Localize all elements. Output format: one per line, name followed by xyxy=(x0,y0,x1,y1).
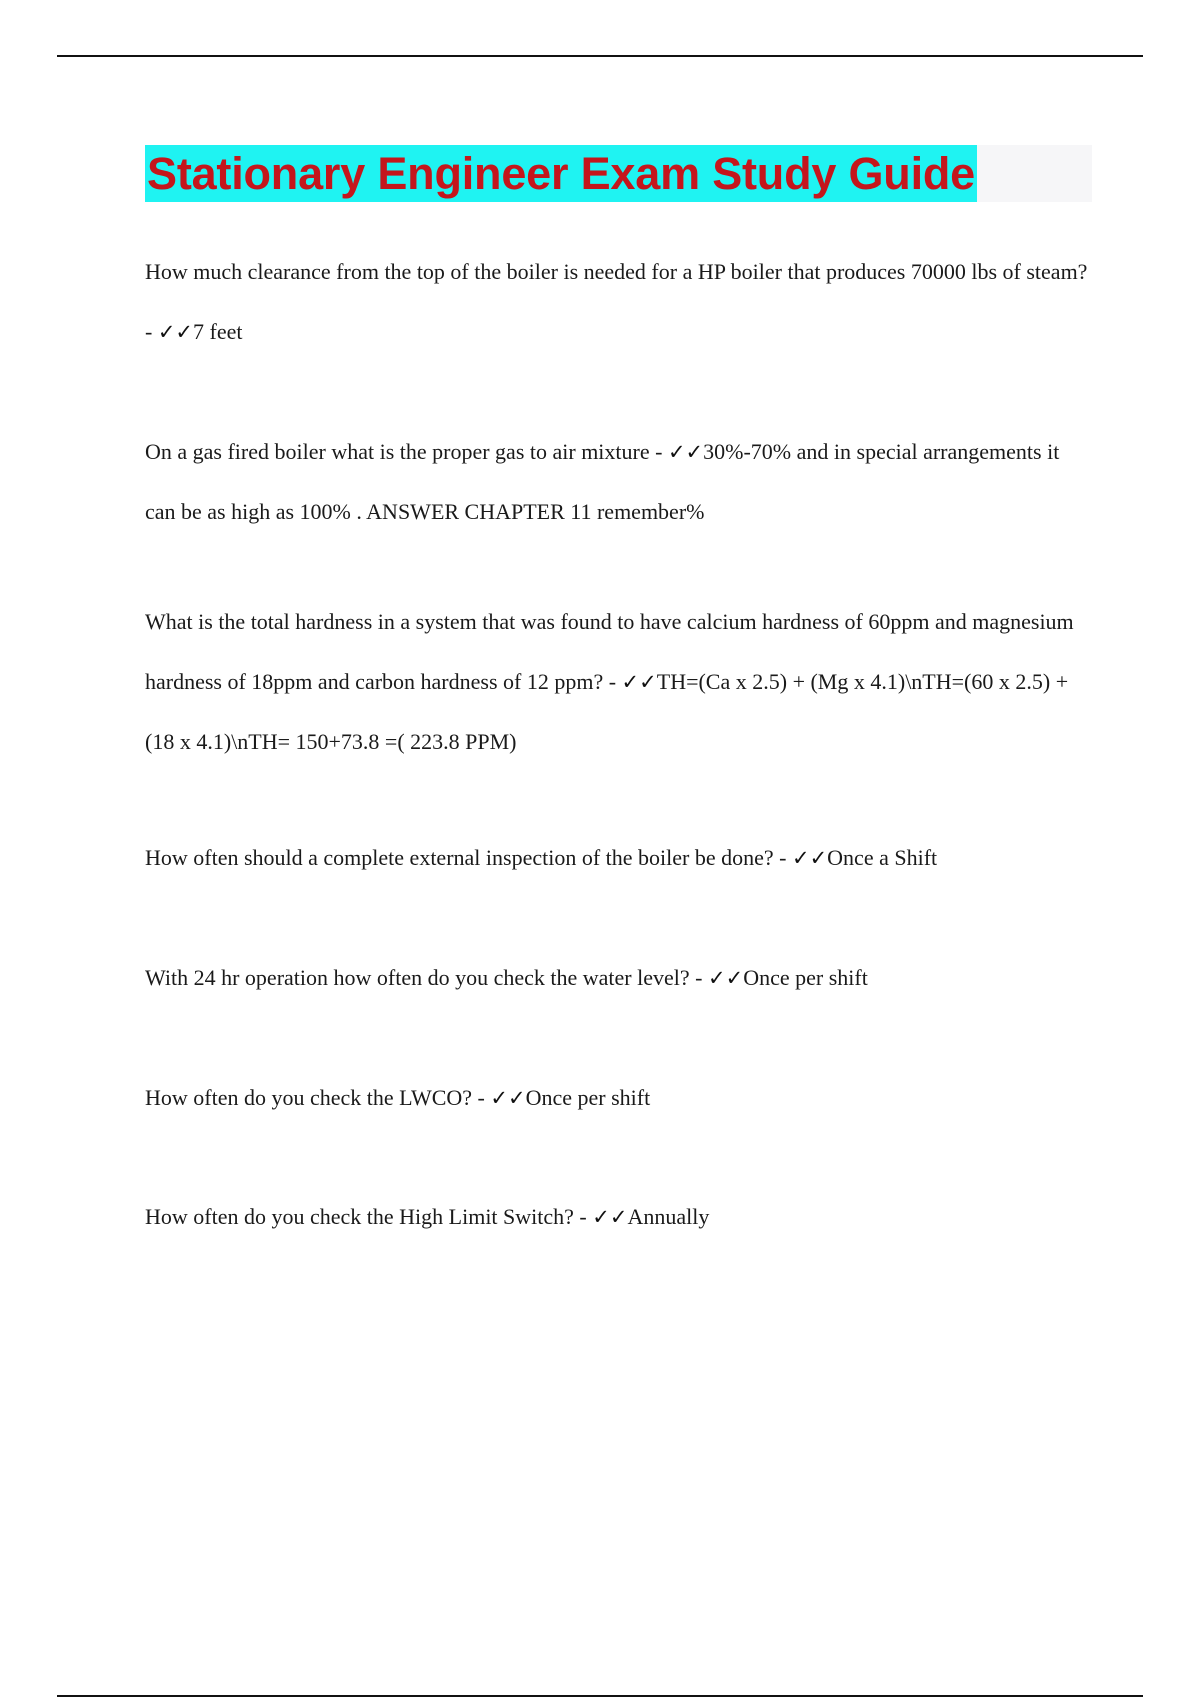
question-text: What is the total hardness in a system that was found to have calcium hardness of 60ppm and magnesium hardness of 18ppm and carbon hardness of 12 ppm? - xyxy=(145,609,1074,694)
checkmark-icon: ✓✓ xyxy=(667,440,704,464)
qa-item xyxy=(145,592,1090,772)
question-text: How often should a complete external inspection of the boiler be done? - xyxy=(145,845,792,870)
qa-item xyxy=(145,242,1090,362)
answer-text: Once per shift xyxy=(525,1085,651,1110)
qa-item xyxy=(145,1068,1090,1128)
question-text: On a gas fired boiler what is the proper gas to air mixture - xyxy=(145,439,668,464)
qa-item xyxy=(145,1187,1090,1247)
title-block xyxy=(145,145,1092,202)
answer-text: 7 feet xyxy=(193,319,243,344)
answer-text: 30%-70% and in special arrangements it can be as high as 100% . ANSWER CHAPTER 11 remember% xyxy=(145,439,1060,524)
checkmark-icon: ✓✓ xyxy=(791,846,828,870)
answer-text: TH=(Ca x 2.5) + (Mg x 4.1)\nTH=(60 x 2.5) + (18 x 4.1)\nTH= 150+73.8 =( 223.8 PPM) xyxy=(145,669,1069,754)
header-rule xyxy=(57,55,1143,57)
qa-item xyxy=(145,828,1090,888)
question-text: How often do you check the High Limit Switch? - xyxy=(145,1204,593,1229)
document-title: Stationary Engineer Exam Study Guide xyxy=(145,145,977,202)
checkmark-icon: ✓✓ xyxy=(157,320,194,344)
question-text: How often do you check the LWCO? - xyxy=(145,1085,491,1110)
qa-item xyxy=(145,422,1090,542)
question-text: With 24 hr operation how often do you check the water level? - xyxy=(145,965,708,990)
footer-rule xyxy=(57,1695,1143,1697)
checkmark-icon: ✓✓ xyxy=(621,670,657,694)
answer-text: Annually xyxy=(627,1204,710,1229)
checkmark-icon: ✓✓ xyxy=(592,1205,628,1229)
answer-text: Once a Shift xyxy=(827,845,938,870)
qa-item xyxy=(145,948,1090,1008)
checkmark-icon: ✓✓ xyxy=(490,1086,526,1110)
answer-text: Once per shift xyxy=(743,965,868,990)
question-text: How much clearance from the top of the boiler is needed for a HP boiler that produces 70000 lbs of steam? - xyxy=(145,259,1088,344)
checkmark-icon: ✓✓ xyxy=(707,966,744,990)
